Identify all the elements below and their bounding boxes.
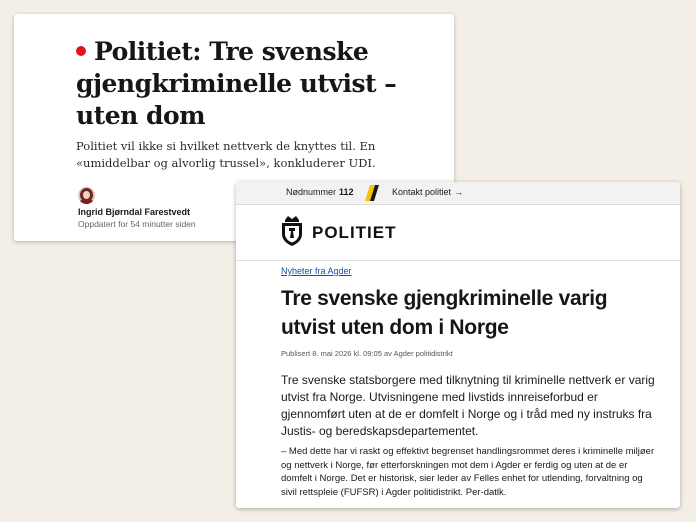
author-avatar[interactable] <box>78 187 95 204</box>
site-header <box>236 205 680 261</box>
updated-timestamp: Oppdatert for 54 minutter siden <box>78 219 196 229</box>
emergency-number-link[interactable] <box>286 187 354 197</box>
news-headline[interactable] <box>76 36 426 132</box>
stripe-divider-icon <box>364 184 380 202</box>
article-body: – Med dette har vi raskt og effektivt begrenset handlingsrommet deres i kriminelle miljøer og nettverk i Norge, før etterforskningen mot dem i Agder er ferdig og uten at de er domfelt i Norge. Det er historisk, sier leder av Felles enhet for utlending, forvaltning og sivil rettspleie (FUFSR) i Agder politidistrikt. Per-datlk. <box>281 446 655 498</box>
news-headline-text: Politiet: Tre svenske gjengkriminelle utvist – uten dom <box>76 37 397 130</box>
contact-police-link[interactable] <box>392 187 463 197</box>
arrow-right-icon: → <box>454 187 464 197</box>
police-crest-icon[interactable] <box>280 216 304 246</box>
live-dot-icon <box>76 46 86 56</box>
article-title: Tre svenske gjengkriminelle varig utvist uten dom i Norge <box>281 287 608 339</box>
site-logo-text[interactable]: POLITIET <box>312 223 397 242</box>
contact-label: Kontakt politiet <box>392 187 452 197</box>
news-lead: Politiet vil ikke si hvilket nettverk de knyttes til. En «umiddelbar og alvorlig trussel», konkluderer UDI. <box>76 139 376 170</box>
emergency-label: Nødnummer <box>286 187 337 197</box>
category-link[interactable]: Nyheter fra Agder <box>281 266 352 276</box>
published-meta: Publisert 8. mai 2026 kl. 09:05 av Agder politidistrikt <box>281 349 453 358</box>
author-name[interactable]: Ingrid Bjørndal Farestvedt <box>78 207 191 217</box>
top-bar <box>236 182 680 205</box>
emergency-number: 112 <box>339 187 354 197</box>
police-page-card <box>236 182 680 508</box>
article-lead: Tre svenske statsborgere med tilknytning til kriminelle nettverk er varig utvist fra Norge. Utvisningene med livstids innreiseforbud er gjennomført uten at de er domfelt i Norge og i tråd med ny instruks fra Justis- og beredskapsdepartementet. <box>281 373 655 438</box>
